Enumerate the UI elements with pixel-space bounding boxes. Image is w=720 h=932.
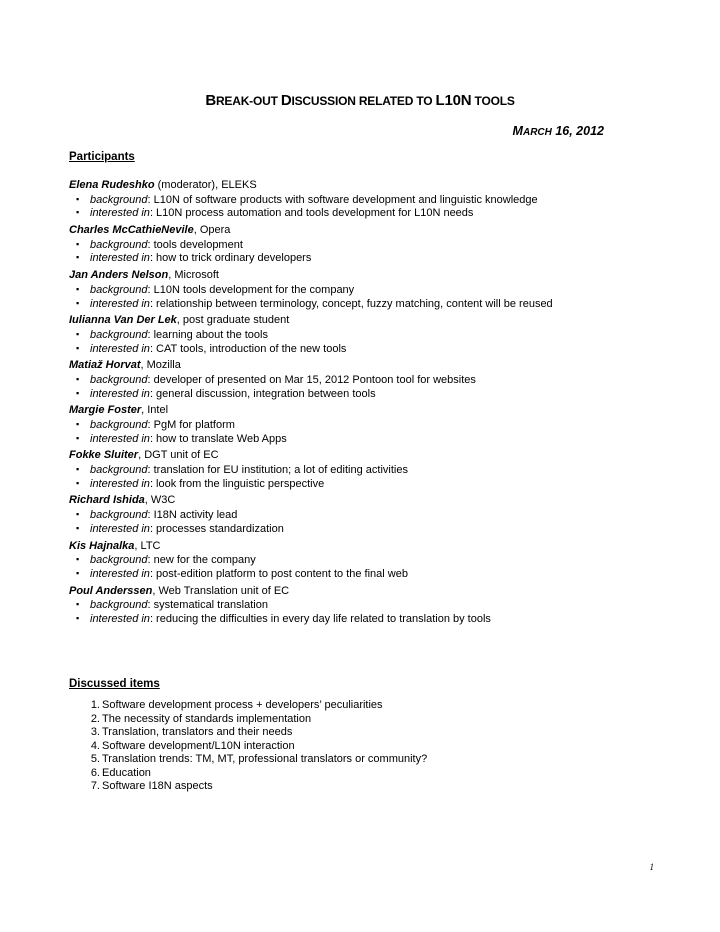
- participant-header: [69, 224, 669, 238]
- participant-interest-text: : how to trick ordinary developers: [149, 252, 312, 265]
- bullet-icon: ▪: [76, 238, 80, 249]
- participant-background-label: background: [90, 238, 148, 251]
- participant-background-label: background: [90, 599, 148, 612]
- participant-background-text: : L10N of software products with software development and linguistic knowledge: [147, 193, 538, 206]
- item-text: Education: [102, 766, 151, 779]
- participant-interest-text: : L10N process automation and tools development for L10N needs: [149, 207, 474, 220]
- bullet-icon: ▪: [76, 432, 80, 443]
- page-number: 1: [649, 862, 654, 872]
- participant-affiliation: (moderator), ELEKS: [154, 179, 257, 191]
- participant-interest-label: interested in: [90, 612, 150, 625]
- participant-background-label: background: [90, 373, 148, 386]
- discussed-items-list: [69, 699, 427, 794]
- bullet-icon: ▪: [76, 477, 80, 488]
- title-part: B: [205, 92, 216, 109]
- participant-interest-line: [69, 432, 669, 446]
- bullet-icon: ▪: [76, 567, 80, 578]
- participant-name: Poul Anderssen: [69, 584, 153, 597]
- participant-background-label: background: [90, 554, 148, 567]
- participant-affiliation: , Mozilla: [140, 359, 181, 372]
- participant-affiliation: , post graduate student: [176, 314, 290, 327]
- bullet-icon: ▪: [76, 373, 80, 384]
- title-part: OUT: [252, 94, 281, 108]
- participant-background-label: background: [90, 419, 148, 431]
- participant-entry: [69, 314, 669, 355]
- discussed-item: [69, 740, 427, 754]
- participant-name: Charles McCathieNevile: [69, 224, 194, 237]
- participant-header: [69, 269, 669, 283]
- date-part: ARCH: [522, 127, 552, 138]
- item-text: The necessity of standards implementation: [102, 712, 312, 725]
- participant-header: [69, 540, 669, 554]
- participant-header: [69, 179, 669, 193]
- participant-interest-line: [69, 612, 669, 626]
- participant-name: Matiaž Horvat: [69, 359, 141, 372]
- participant-interest-label: interested in: [90, 342, 150, 355]
- participant-affiliation: , Web Translation unit of EC: [152, 584, 290, 597]
- participant-background-text: : tools development: [147, 238, 243, 251]
- item-text: Software I18N aspects: [102, 780, 213, 792]
- participants-list: [69, 179, 669, 630]
- participant-header: [69, 314, 669, 328]
- participant-entry: [69, 359, 669, 400]
- participant-background-line: [69, 598, 669, 612]
- bullet-icon: ▪: [76, 328, 80, 339]
- date-part: M: [512, 124, 523, 138]
- participant-interest-line: [69, 522, 669, 536]
- participant-interest-text: : general discussion, integration between tools: [149, 387, 376, 400]
- item-text: Software development/L10N interaction: [102, 739, 295, 752]
- participant-affiliation: , Opera: [193, 224, 231, 237]
- title-part: TOOLS: [471, 94, 515, 108]
- bullet-icon: ▪: [76, 612, 80, 623]
- participant-entry: [69, 585, 669, 626]
- participant-interest-text: : relationship between terminology, concept, fuzzy matching, content will be reused: [149, 297, 553, 310]
- participant-name: Elena Rudeshko: [69, 179, 155, 191]
- participant-interest-text: : reducing the difficulties in every day life related to translation by tools: [149, 612, 491, 625]
- discussed-item: [69, 767, 427, 781]
- participant-interest-label: interested in: [90, 207, 150, 220]
- participant-entry: [69, 540, 669, 581]
- item-text: Software development process + developers’ peculiarities: [102, 699, 383, 711]
- participant-name: Fokke Sluiter: [69, 449, 139, 462]
- participant-background-text: : learning about the tools: [147, 328, 268, 341]
- participant-interest-line: [69, 251, 669, 265]
- participant-interest-label: interested in: [90, 252, 150, 265]
- participant-affiliation: , Intel: [141, 404, 169, 417]
- item-text: Translation, translators and their needs: [102, 726, 293, 738]
- bullet-icon: ▪: [76, 342, 80, 353]
- participants-heading: Participants: [69, 151, 135, 163]
- participant-name: Jan Anders Nelson: [69, 269, 169, 282]
- bullet-icon: ▪: [76, 387, 80, 398]
- participant-interest-line: [69, 477, 669, 491]
- participant-entry: [69, 494, 669, 535]
- participant-header: [69, 359, 669, 373]
- participant-background-line: [69, 418, 669, 432]
- title-part: L10N: [435, 92, 472, 109]
- participant-background-text: : I18N activity lead: [147, 509, 238, 522]
- bullet-icon: ▪: [76, 464, 80, 475]
- item-text: Translation trends: TM, MT, professional translators or community?: [102, 753, 428, 765]
- item-number: 2.: [90, 712, 100, 725]
- bullet-icon: ▪: [76, 297, 80, 308]
- participant-interest-line: [69, 567, 669, 581]
- bullet-icon: ▪: [76, 599, 80, 610]
- document-date: [513, 124, 604, 138]
- participant-background-text: : PgM for platform: [147, 419, 235, 431]
- participant-background-line: [69, 238, 669, 252]
- item-number: 4.: [90, 739, 100, 752]
- participant-header: [69, 494, 669, 508]
- bullet-icon: ▪: [76, 193, 80, 204]
- participant-affiliation: , LTC: [134, 539, 161, 552]
- participant-affiliation: , W3C: [144, 494, 176, 507]
- item-number: 3.: [90, 726, 100, 738]
- participant-background-label: background: [90, 509, 148, 522]
- participant-header: [69, 404, 669, 418]
- participant-header: [69, 449, 669, 463]
- participant-background-line: [69, 193, 669, 207]
- participant-background-text: : systematical translation: [147, 599, 268, 612]
- participant-interest-line: [69, 206, 669, 220]
- item-number: 7.: [90, 780, 100, 792]
- participant-background-label: background: [90, 283, 148, 296]
- title-part: D: [280, 92, 292, 109]
- title-part: -: [249, 94, 253, 108]
- participant-entry: [69, 404, 669, 445]
- discussed-item: [69, 726, 427, 740]
- participant-background-text: : new for the company: [147, 554, 256, 567]
- title-part: ISCUSSION RELATED TO: [291, 94, 436, 108]
- participant-interest-text: : post-edition platform to post content to the final web: [149, 567, 408, 580]
- participant-interest-label: interested in: [90, 432, 150, 445]
- participant-background-line: [69, 463, 669, 477]
- participant-entry: [69, 449, 669, 490]
- item-number: 6.: [90, 766, 100, 779]
- discussed-item: [69, 780, 427, 794]
- participant-interest-text: : CAT tools, introduction of the new tools: [149, 342, 347, 355]
- participant-background-line: [69, 508, 669, 522]
- participant-name: Kis Hajnalka: [69, 539, 135, 552]
- participant-background-line: [69, 283, 669, 297]
- bullet-icon: ▪: [76, 554, 80, 565]
- participant-interest-label: interested in: [90, 477, 150, 490]
- bullet-icon: ▪: [76, 283, 80, 294]
- participant-name: Richard Ishida: [69, 494, 145, 507]
- title-part: REAK: [215, 94, 250, 108]
- participant-interest-label: interested in: [90, 522, 150, 535]
- participant-background-line: [69, 373, 669, 387]
- participant-interest-text: : look from the linguistic perspective: [149, 477, 325, 490]
- participant-affiliation: , DGT unit of EC: [138, 449, 219, 462]
- bullet-icon: ▪: [76, 509, 80, 520]
- participant-background-text: : developer of presented on Mar 15, 2012 Pontoon tool for websites: [147, 373, 476, 386]
- participant-background-line: [69, 328, 669, 342]
- bullet-icon: ▪: [76, 207, 80, 218]
- participant-background-text: : translation for EU institution; a lot of editing activities: [147, 464, 408, 477]
- discussed-item: [69, 713, 427, 727]
- participant-interest-text: : how to translate Web Apps: [149, 432, 287, 445]
- bullet-icon: ▪: [76, 419, 80, 429]
- participant-entry: [69, 179, 669, 220]
- participant-interest-label: interested in: [90, 387, 150, 400]
- participant-name: Iulianna Van Der Lek: [69, 314, 177, 327]
- discussed-items-heading: Discussed items: [69, 678, 160, 690]
- item-number: 1.: [90, 699, 100, 711]
- participant-interest-label: interested in: [90, 567, 150, 580]
- participant-interest-text: : processes standardization: [149, 522, 284, 535]
- document-title: [0, 92, 720, 109]
- participant-affiliation: , Microsoft: [168, 269, 219, 282]
- participant-interest-label: interested in: [90, 297, 150, 310]
- participant-background-label: background: [90, 464, 148, 477]
- participant-entry: [69, 224, 669, 265]
- bullet-icon: ▪: [76, 252, 80, 263]
- participant-background-text: : L10N tools development for the company: [147, 283, 355, 296]
- item-number: 5.: [90, 753, 100, 765]
- date-part: 16, 2012: [551, 124, 604, 138]
- participant-header: [69, 585, 669, 599]
- participant-background-label: background: [90, 328, 148, 341]
- discussed-item: [69, 699, 427, 713]
- participant-background-line: [69, 553, 669, 567]
- participant-background-label: background: [90, 193, 148, 206]
- participant-entry: [69, 269, 669, 310]
- participant-interest-line: [69, 387, 669, 401]
- participant-interest-line: [69, 342, 669, 356]
- participant-name: Margie Foster: [69, 404, 142, 417]
- participant-interest-line: [69, 297, 669, 311]
- bullet-icon: ▪: [76, 522, 80, 533]
- discussed-item: [69, 753, 427, 767]
